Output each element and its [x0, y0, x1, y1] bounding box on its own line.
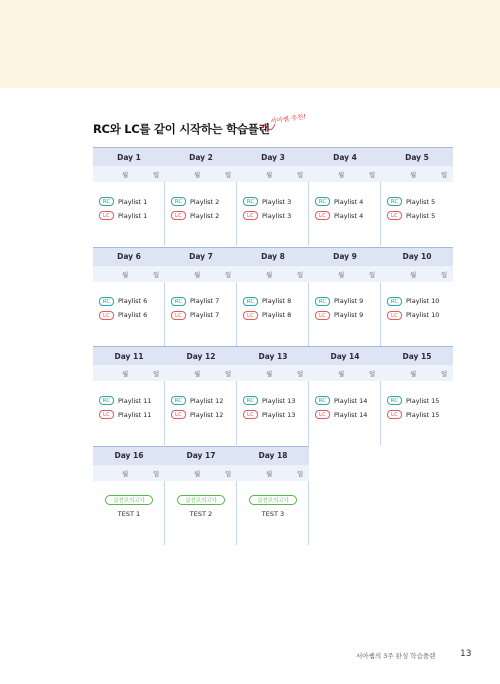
lc-playlist-label: Playlist 10: [406, 311, 440, 319]
date-row: [381, 166, 453, 182]
day-cell: [381, 147, 453, 246]
day-header: Day 7: [165, 247, 237, 266]
day-label: 일: [153, 171, 160, 179]
lc-playlist-line: [171, 311, 219, 320]
date-row: [237, 166, 309, 182]
rc-playlist-label: Playlist 11: [118, 396, 152, 405]
day-header: Day 11: [93, 346, 165, 365]
lc-tag: LC: [99, 211, 114, 220]
day-cell: [237, 446, 309, 545]
rc-tag: RC: [171, 396, 186, 405]
rc-playlist-line: [387, 297, 439, 306]
task-area: [237, 182, 309, 246]
lc-tag: LC: [243, 311, 258, 320]
rc-tag: RC: [243, 396, 258, 405]
task-area: [381, 182, 453, 246]
date-row: [93, 166, 165, 182]
rc-playlist-label: Playlist 9: [334, 297, 364, 305]
day-label: 일: [297, 270, 304, 279]
lc-playlist-line: [171, 211, 219, 220]
date-row: [237, 266, 309, 282]
day-cell: [93, 147, 165, 246]
rc-playlist-line: [99, 297, 147, 306]
month-label: 월: [122, 270, 129, 279]
lc-playlist-label: Playlist 2: [190, 211, 220, 220]
mock-test-tag: 실전모의고사: [177, 495, 225, 505]
task-area: [237, 481, 309, 545]
rc-playlist-label: Playlist 4: [334, 197, 364, 206]
day-header: Day 4: [309, 147, 381, 166]
lc-playlist-label: Playlist 4: [334, 211, 364, 220]
month-label: 월: [338, 270, 345, 279]
date-row: [93, 465, 165, 481]
task-area: [237, 381, 309, 445]
lc-playlist-line: [171, 410, 223, 419]
lc-playlist-label: Playlist 9: [334, 311, 364, 319]
day-label: 일: [153, 270, 160, 279]
rc-playlist-label: Playlist 10: [406, 297, 440, 305]
task-area: [93, 182, 165, 246]
month-label: 월: [266, 370, 273, 378]
day-header: Day 3: [237, 147, 309, 166]
test-label: TEST 1: [117, 509, 141, 518]
rc-tag: RC: [387, 197, 402, 206]
day-header: Day 15: [381, 346, 453, 365]
lc-playlist-line: [315, 410, 367, 419]
rc-playlist-line: [171, 297, 219, 306]
date-row: [381, 266, 453, 282]
rc-tag: RC: [315, 197, 330, 206]
lc-tag: LC: [387, 410, 402, 419]
rc-playlist-label: Playlist 8: [262, 297, 292, 305]
lc-playlist-label: Playlist 11: [118, 410, 152, 419]
day-label: 일: [369, 370, 376, 378]
rc-playlist-label: Playlist 7: [190, 297, 220, 305]
rc-tag: RC: [315, 396, 330, 405]
rc-playlist-label: Playlist 2: [190, 197, 220, 206]
day-cell: [237, 346, 309, 445]
task-area: [309, 182, 381, 246]
lc-playlist-line: [387, 410, 439, 419]
day-cell: [165, 446, 237, 545]
recommend-badge: 서아쌤 추천!: [269, 112, 307, 126]
page-title: RC와 LC를 같이 시작하는 학습플랜: [93, 122, 270, 136]
lc-playlist-line: [243, 211, 291, 220]
rc-tag: RC: [243, 297, 258, 306]
day-header: Day 16: [93, 446, 165, 465]
rc-playlist-line: [171, 197, 219, 206]
day-header: Day 17: [165, 446, 237, 465]
task-area: [165, 381, 237, 445]
day-label: 일: [153, 469, 160, 478]
month-label: 월: [338, 171, 345, 179]
day-label: 일: [225, 370, 232, 378]
day-cell: [309, 346, 381, 445]
rc-playlist-line: [243, 197, 291, 206]
lc-playlist-label: Playlist 15: [406, 410, 440, 419]
month-label: 월: [338, 370, 345, 378]
month-label: 월: [194, 171, 201, 179]
month-label: 월: [194, 270, 201, 279]
task-area: [165, 282, 237, 346]
rc-tag: RC: [99, 297, 114, 306]
task-area: [381, 381, 453, 445]
day-header: Day 13: [237, 346, 309, 365]
lc-tag: LC: [315, 410, 330, 419]
month-label: 월: [266, 469, 273, 478]
day-cell: [93, 346, 165, 445]
date-row: [309, 266, 381, 282]
rc-playlist-label: Playlist 3: [262, 197, 292, 206]
lc-tag: LC: [171, 311, 186, 320]
rc-tag: RC: [99, 396, 114, 405]
rc-tag: RC: [315, 297, 330, 306]
month-label: 월: [410, 270, 417, 279]
page-number: 13: [460, 649, 472, 659]
rc-playlist-label: Playlist 6: [118, 297, 148, 305]
lc-playlist-label: Playlist 13: [262, 410, 296, 419]
day-label: 일: [225, 171, 232, 179]
title-area: [93, 112, 323, 141]
rc-playlist-line: [99, 197, 147, 206]
date-row: [165, 166, 237, 182]
rc-playlist-line: [171, 396, 223, 405]
day-label: 일: [225, 469, 232, 478]
day-cell: [381, 247, 453, 346]
day-header: Day 5: [381, 147, 453, 166]
lc-tag: LC: [315, 211, 330, 220]
rc-tag: RC: [171, 197, 186, 206]
lc-playlist-line: [99, 211, 147, 220]
lc-playlist-line: [99, 410, 151, 419]
test-label: TEST 2: [189, 509, 213, 518]
date-row: [93, 266, 165, 282]
day-cell: [309, 247, 381, 346]
month-label: 월: [194, 370, 201, 378]
lc-playlist-line: [99, 311, 147, 320]
lc-playlist-line: [387, 211, 435, 220]
task-area: [93, 282, 165, 346]
day-cell: [381, 346, 453, 445]
rc-playlist-label: Playlist 13: [262, 396, 296, 405]
day-label: 일: [441, 171, 448, 179]
lc-playlist-label: Playlist 1: [118, 211, 148, 220]
task-area: [93, 481, 165, 545]
rc-playlist-line: [315, 197, 363, 206]
day-cell: [237, 247, 309, 346]
lc-playlist-label: Playlist 7: [190, 311, 220, 319]
month-label: 월: [122, 370, 129, 378]
header-band: [0, 0, 500, 88]
lc-tag: LC: [315, 311, 330, 320]
rc-playlist-line: [387, 396, 439, 405]
lc-tag: LC: [387, 311, 402, 320]
lc-playlist-line: [315, 211, 363, 220]
task-area: [93, 381, 165, 445]
rc-playlist-label: Playlist 1: [118, 197, 148, 206]
day-header: Day 18: [237, 446, 309, 465]
day-label: 일: [297, 469, 304, 478]
rc-playlist-line: [315, 396, 367, 405]
mock-test-tag: 실전모의고사: [105, 495, 153, 505]
day-cell: [93, 247, 165, 346]
day-cell: [165, 346, 237, 445]
day-header: Day 12: [165, 346, 237, 365]
date-row: [309, 166, 381, 182]
lc-tag: LC: [171, 410, 186, 419]
date-row: [237, 465, 309, 481]
day-label: 일: [441, 270, 448, 279]
day-cell: [309, 147, 381, 246]
lc-playlist-label: Playlist 6: [118, 311, 148, 319]
day-label: 일: [297, 370, 304, 378]
day-cell: [165, 247, 237, 346]
lc-tag: LC: [387, 211, 402, 220]
day-label: 일: [441, 370, 448, 378]
month-label: 월: [266, 270, 273, 279]
task-area: [165, 481, 237, 545]
day-header: Day 8: [237, 247, 309, 266]
month-label: 월: [410, 171, 417, 179]
rc-playlist-label: Playlist 14: [334, 396, 368, 405]
lc-tag: LC: [99, 410, 114, 419]
date-row: [165, 365, 237, 381]
day-header: Day 10: [381, 247, 453, 266]
day-label: 일: [225, 270, 232, 279]
date-row: [237, 365, 309, 381]
lc-tag: LC: [243, 410, 258, 419]
month-label: 월: [410, 370, 417, 378]
rc-tag: RC: [171, 297, 186, 306]
lc-tag: LC: [171, 211, 186, 220]
month-label: 월: [266, 171, 273, 179]
date-row: [309, 365, 381, 381]
rc-playlist-line: [99, 396, 151, 405]
lc-playlist-line: [315, 311, 363, 320]
lc-playlist-label: Playlist 12: [190, 410, 224, 419]
day-cell: [237, 147, 309, 246]
rc-playlist-label: Playlist 15: [406, 396, 440, 405]
day-header: Day 14: [309, 346, 381, 365]
lc-playlist-label: Playlist 8: [262, 311, 292, 319]
task-area: [165, 182, 237, 246]
rc-playlist-line: [387, 197, 435, 206]
rc-playlist-line: [315, 297, 363, 306]
date-row: [93, 365, 165, 381]
lc-playlist-line: [387, 311, 439, 320]
month-label: 월: [122, 469, 129, 478]
day-header: Day 1: [93, 147, 165, 166]
day-label: 일: [153, 370, 160, 378]
day-label: 일: [369, 270, 376, 279]
day-cell: [93, 446, 165, 545]
lc-tag: LC: [99, 311, 114, 320]
test-label: TEST 3: [261, 509, 285, 518]
day-label: 일: [369, 171, 376, 179]
month-label: 월: [122, 171, 129, 179]
rc-playlist-label: Playlist 12: [190, 396, 224, 405]
date-row: [165, 465, 237, 481]
rc-tag: RC: [243, 197, 258, 206]
day-cell: [165, 147, 237, 246]
day-label: 일: [297, 171, 304, 179]
date-row: [381, 365, 453, 381]
date-row: [165, 266, 237, 282]
footer-text: 서아쌤의 3주 완성 학습플랜: [356, 652, 436, 660]
day-header: Day 2: [165, 147, 237, 166]
rc-tag: RC: [99, 197, 114, 206]
task-area: [381, 282, 453, 346]
rc-playlist-line: [243, 396, 295, 405]
lc-playlist-line: [243, 311, 291, 320]
rc-playlist-line: [243, 297, 291, 306]
day-header: Day 9: [309, 247, 381, 266]
lc-playlist-label: Playlist 3: [262, 211, 292, 220]
rc-tag: RC: [387, 297, 402, 306]
rc-tag: RC: [387, 396, 402, 405]
mock-test-tag: 실전모의고사: [249, 495, 297, 505]
task-area: [237, 282, 309, 346]
task-area: [309, 282, 381, 346]
lc-tag: LC: [243, 211, 258, 220]
month-label: 월: [194, 469, 201, 478]
lc-playlist-label: Playlist 5: [406, 211, 436, 220]
day-header: Day 6: [93, 247, 165, 266]
rc-playlist-label: Playlist 5: [406, 197, 436, 206]
lc-playlist-line: [243, 410, 295, 419]
task-area: [309, 381, 381, 445]
lc-playlist-label: Playlist 14: [334, 410, 368, 419]
